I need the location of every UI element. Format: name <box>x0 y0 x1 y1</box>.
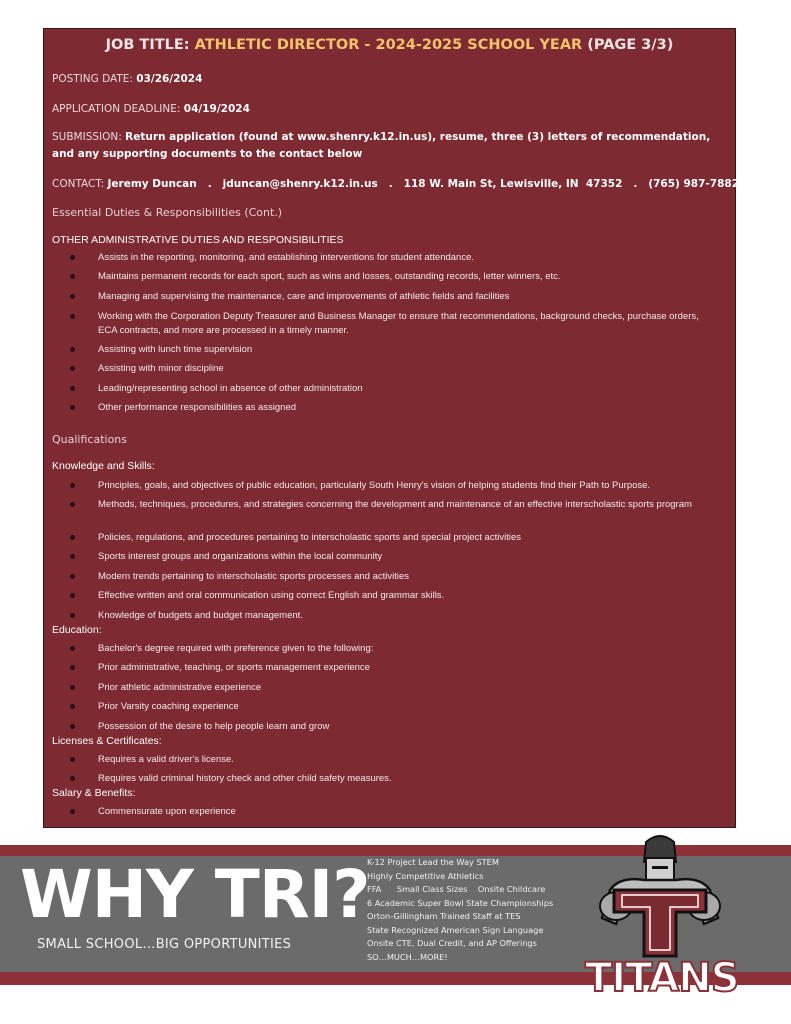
list-item: Requires a valid driver's license. <box>70 753 710 767</box>
feature-item: FFA Small Class Sizes Onsite Childcare <box>367 884 546 894</box>
bullet-icon <box>70 593 75 598</box>
page-indicator: (PAGE 3/3) <box>582 37 674 53</box>
footer-tagline: SMALL SCHOOL…BIG OPPORTUNITIES <box>37 937 292 952</box>
bullet-icon <box>70 314 75 319</box>
list-item: Principles, goals, and objectives of public education, particularly South Henry's vision of helping students find their Path to Purpose. <box>70 479 710 493</box>
list-item: Possession of the desire to help people learn and grow <box>70 720 710 734</box>
feature-item: Onsite CTE, Dual Credit, and AP Offerings <box>367 938 537 948</box>
bullet-icon <box>70 554 75 559</box>
job-title-value: ATHLETIC DIRECTOR - 2024-2025 SCHOOL YEAR <box>194 37 583 53</box>
bullet-icon <box>70 574 75 579</box>
salary-label: Salary & Benefits: <box>52 787 136 799</box>
feature-item: Orton-Gillingham Trained Staff at TES <box>367 911 521 921</box>
bullet-icon <box>70 724 75 729</box>
job-title: JOB TITLE: ATHLETIC DIRECTOR - 2024-2025 SCHOOL YEAR (PAGE 3/3) <box>105 37 674 53</box>
bullet-icon <box>70 685 75 690</box>
list-item: Assisting with lunch time supervision <box>70 343 710 357</box>
list-item: Policies, regulations, and procedures pertaining to interscholastic sports and special project activities <box>70 531 710 545</box>
list-item: Assisting with minor discipline <box>70 362 710 376</box>
list-item: Prior athletic administrative experience <box>70 681 710 695</box>
bullet-icon <box>70 294 75 299</box>
list-item: Prior Varsity coaching experience <box>70 700 710 714</box>
list-item: Modern trends pertaining to interscholastic sports processes and activities <box>70 570 710 584</box>
list-item: Commensurate upon experience <box>70 805 710 819</box>
bullet-icon <box>70 757 75 762</box>
feature-item: 6 Academic Super Bowl State Championships <box>367 897 554 908</box>
list-item: Maintains permanent records for each sport, such as wins and losses, outstanding records, letter winners, etc. <box>70 270 710 284</box>
feature-item: Highly Competitive Athletics <box>367 870 484 881</box>
list-item: Effective written and oral communication using correct English and grammar skills. <box>70 589 710 603</box>
bullet-icon <box>70 483 75 488</box>
posting-date: POSTING DATE: 03/26/2024 <box>52 73 203 85</box>
list-item: Methods, techniques, procedures, and strategies concerning the development and maintenance of an effective interscholastic sports program <box>70 498 710 512</box>
qualifications-heading: Qualifications <box>52 433 128 446</box>
bullet-icon <box>70 347 75 352</box>
bullet-icon <box>70 809 75 814</box>
bullet-icon <box>70 405 75 410</box>
list-item: Bachelor's degree required with preference given to the following: <box>70 642 710 656</box>
bullet-icon <box>70 274 75 279</box>
education-label: Education: <box>52 624 102 636</box>
bullet-icon <box>70 502 75 507</box>
list-item: Other performance responsibilities as assigned <box>70 401 710 415</box>
list-item: Leading/representing school in absence of other administration <box>70 382 710 396</box>
bullet-icon <box>70 776 75 781</box>
bullet-icon <box>70 366 75 371</box>
job-posting-panel <box>43 28 739 828</box>
bullet-icon <box>70 535 75 540</box>
knowledge-label: Knowledge and Skills: <box>52 460 155 472</box>
bullet-icon <box>70 613 75 618</box>
duties-subheading: OTHER ADMINISTRATIVE DUTIES AND RESPONSIBILITIES <box>52 234 344 246</box>
why-tri-headline: WHY TRI? <box>20 856 370 933</box>
bullet-icon <box>70 704 75 709</box>
list-item: Knowledge of budgets and budget management. <box>70 609 710 623</box>
contact: CONTACT: Jeremy Duncan . jduncan@shenry.k12.in.us . 118 W. Main St, Lewisville, IN 47352 . (765) 987-7882 <box>52 178 739 190</box>
list-item: Requires valid criminal history check and other child safety measures. <box>70 772 710 786</box>
application-deadline: APPLICATION DEADLINE: 04/19/2024 <box>52 103 250 115</box>
bullet-icon <box>70 386 75 391</box>
features-list <box>367 857 567 965</box>
bullet-icon <box>70 646 75 651</box>
duties-heading: Essential Duties & Responsibilities (Cont.) <box>52 206 283 219</box>
titans-logo-text: TITANS <box>585 955 739 1001</box>
list-item: Managing and supervising the maintenance, care and improvements of athletic fields and facilities <box>70 290 710 304</box>
bullet-icon <box>70 665 75 670</box>
licenses-label: Licenses & Certificates: <box>52 735 162 747</box>
submission: SUBMISSION: Return application (found at www.shenry.k12.in.us), resume, three (3) letters of recommendation, and any supporting documents to the contact below <box>52 131 711 160</box>
list-item: Working with the Corporation Deputy Treasurer and Business Manager to ensure that recommendations, background checks, purchase orders, ECA contracts, and more are processed in a timely manner. <box>70 310 710 338</box>
feature-item: K-12 Project Lead the Way STEM <box>367 857 499 867</box>
feature-item: State Recognized American Sign Language <box>367 924 544 935</box>
bullet-icon <box>70 255 75 260</box>
list-item: Sports interest groups and organizations within the local community <box>70 550 710 564</box>
list-item: Prior administrative, teaching, or sports management experience <box>70 661 710 675</box>
feature-item: SO…MUCH…MORE! <box>367 951 448 962</box>
list-item: Assists in the reporting, monitoring, and establishing interventions for student attendance. <box>70 251 710 265</box>
